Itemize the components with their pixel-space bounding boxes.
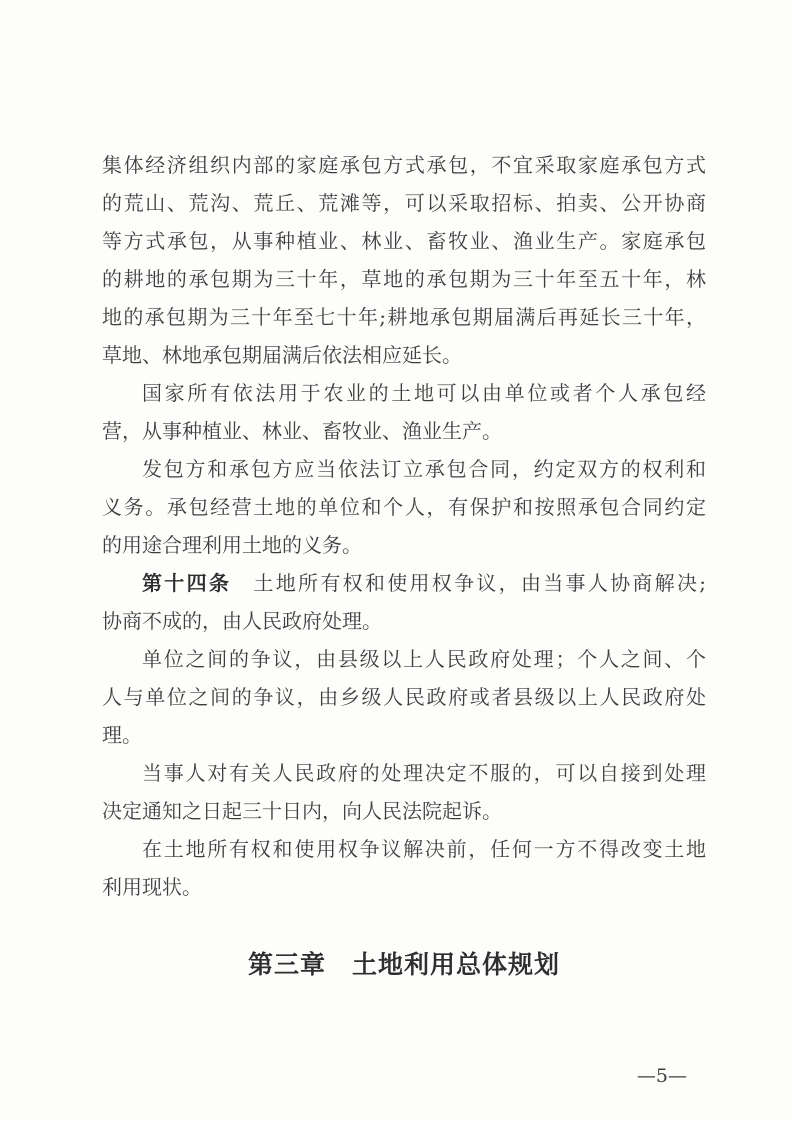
text-line: 的耕地的承包期为三十年，草地的承包期为三十年至五十年，林 [102, 267, 706, 291]
article-number: 第十四条 [142, 571, 232, 595]
text-line: 协商不成的，由人民政府处理。 [102, 609, 382, 633]
text-line: 在土地所有权和使用权争议解决前，任何一方不得改变土地 [142, 837, 706, 861]
paragraph [102, 146, 706, 374]
page-number: —5— [636, 1065, 687, 1087]
text-line: 单位之间的争议，由县级以上人民政府处理；个人之间、个 [142, 647, 706, 671]
text-line: 决定通知之日起三十日内，向人民法院起诉。 [102, 799, 502, 823]
text-line: 理。 [102, 723, 142, 747]
paragraph [102, 450, 706, 564]
text-line: 利用现状。 [102, 875, 202, 899]
paragraph [102, 830, 706, 906]
text-line: 地的承包期为三十年至七十年;耕地承包期届满后再延长三十年， [102, 305, 706, 329]
text-line: 等方式承包，从事种植业、林业、畜牧业、渔业生产。家庭承包 [102, 229, 706, 253]
text-line: 人与单位之间的争议，由乡级人民政府或者县级以上人民政府处 [102, 685, 706, 709]
text-line: 营，从事种植业、林业、畜牧业、渔业生产。 [102, 419, 502, 443]
document-body [102, 146, 706, 906]
text-line: 发包方和承包方应当依法订立承包合同，约定双方的权利和 [142, 457, 706, 481]
text-line: 集体经济组织内部的家庭承包方式承包，不宜采取家庭承包方式 [102, 153, 706, 177]
paragraph [102, 564, 706, 640]
text-line: 的荒山、荒沟、荒丘、荒滩等，可以采取招标、拍卖、公开协商 [102, 191, 706, 215]
paragraph [102, 754, 706, 830]
chapter-heading: 第三章 土地利用总体规划 [247, 950, 560, 979]
paragraph [102, 374, 706, 450]
text-line: 第十四条 土地所有权和使用权争议，由当事人协商解决; [142, 571, 706, 595]
text-line: 草地、林地承包期届满后依法相应延长。 [102, 343, 462, 367]
text-line: 的用途合理利用土地的义务。 [102, 533, 362, 557]
paragraph [102, 640, 706, 754]
text-line: 国家所有依法用于农业的土地可以由单位或者个人承包经 [142, 381, 706, 405]
text-line: 当事人对有关人民政府的处理决定不服的，可以自接到处理 [142, 761, 706, 785]
text-line: 义务。承包经营土地的单位和个人，有保护和按照承包合同约定 [102, 495, 706, 519]
